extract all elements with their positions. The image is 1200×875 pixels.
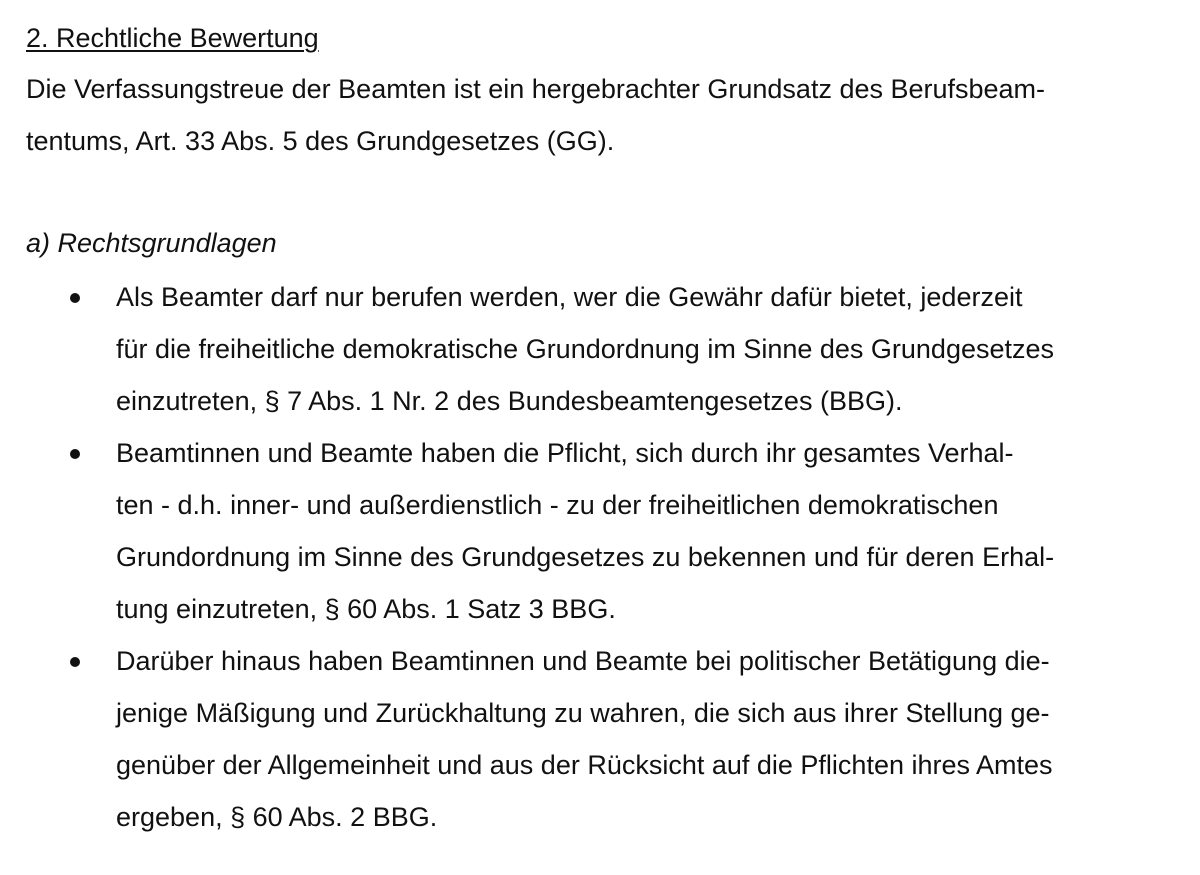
section-heading: 2. Rechtliche Bewertung [26,23,319,53]
bullet-1-icon [70,293,80,303]
intro-line-2: tentums, Art. 33 Abs. 5 des Grundgesetzes (GG). [26,126,615,156]
bullet-1-line-2: für die freiheitliche demokratische Grundordnung im Sinne des Grundgesetzes [116,334,1055,364]
bullet-3-line-4: ergeben, § 60 Abs. 2 BBG. [116,802,438,832]
bullet-3-line-3: genüber der Allgemeinheit und aus der Rücksicht auf die Pflichten ihres Amtes [116,750,1053,780]
bullet-2-line-1: Beamtinnen und Beamte haben die Pflicht, sich durch ihr gesamtes Verhal- [116,438,1014,468]
bullet-1-line-3: einzutreten, § 7 Abs. 1 Nr. 2 des Bundesbeamtengesetzes (BBG). [116,386,903,416]
bullet-3-line-1: Darüber hinaus haben Beamtinnen und Beamte bei politischer Betätigung die- [116,646,1050,676]
bullet-2-icon [70,449,80,459]
bullet-1-line-1: Als Beamter darf nur berufen werden, wer die Gewähr dafür bietet, jederzeit [116,282,1023,312]
subsection-heading: a) Rechtsgrundlagen [26,228,277,258]
bullet-2-line-4: tung einzutreten, § 60 Abs. 1 Satz 3 BBG. [116,594,616,624]
bullet-2-line-3: Grundordnung im Sinne des Grundgesetzes zu bekennen und für deren Erhal- [116,542,1055,572]
bullet-3-icon [70,657,80,667]
intro-line-1: Die Verfassungstreue der Beamten ist ein hergebrachter Grundsatz des Berufsbeam- [26,74,1046,104]
bullet-3-line-2: jenige Mäßigung und Zurückhaltung zu wahren, die sich aus ihrer Stellung ge- [116,698,1050,728]
bullet-2-line-2: ten - d.h. inner- und außerdienstlich - zu der freiheitlichen demokratischen [116,490,999,520]
